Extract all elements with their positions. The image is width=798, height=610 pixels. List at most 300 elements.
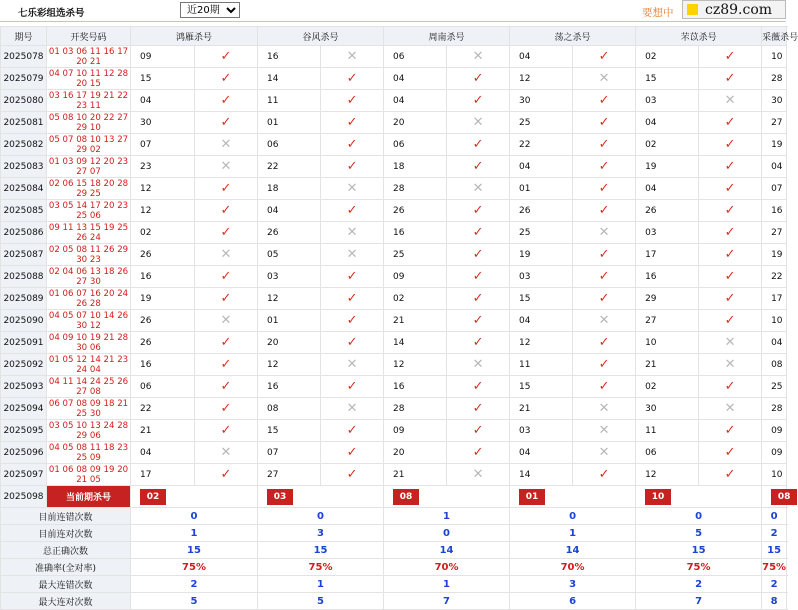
summary-value: 2 (131, 576, 258, 593)
kill-number-cell: 11 (510, 354, 573, 376)
check-mark-icon: ✓ (195, 376, 258, 398)
draw-numbers-cell: 01 05 12 14 21 23 24 04 (47, 354, 131, 376)
check-mark-icon: ✓ (573, 288, 636, 310)
kill-number-cell: 16 (131, 354, 195, 376)
draw-numbers-cell: 04 11 14 24 25 26 27 08 (47, 376, 131, 398)
kill-number-cell: 26 (510, 200, 573, 222)
kill-number-cell: 08 (258, 398, 321, 420)
kill-number-cell: 14 (258, 68, 321, 90)
check-mark-icon: ✓ (447, 134, 510, 156)
cross-mark-icon: ✕ (195, 442, 258, 464)
kill-number-cell: 21 (131, 420, 195, 442)
kill-number-cell: 04 (131, 90, 195, 112)
check-mark-icon: ✓ (195, 68, 258, 90)
period-cell: 2025080 (1, 90, 47, 112)
kill-number-cell: 10 (762, 310, 787, 332)
kill-number-cell: 25 (762, 376, 787, 398)
summary-row (1, 542, 787, 559)
kill-number-cell: 04 (258, 200, 321, 222)
kill-number-cell: 11 (258, 90, 321, 112)
summary-label: 最大连错次数 (1, 576, 131, 593)
kill-number-cell: 04 (636, 112, 699, 134)
cross-mark-icon: ✕ (195, 134, 258, 156)
summary-value: 5 (636, 525, 762, 542)
draw-numbers-cell: 09 11 13 15 19 25 26 24 (47, 222, 131, 244)
cross-mark-icon: ✕ (573, 442, 636, 464)
cross-mark-icon: ✕ (321, 398, 384, 420)
period-cell: 2025089 (1, 288, 47, 310)
kill-number-cell: 19 (762, 134, 787, 156)
kill-number-cell: 25 (510, 112, 573, 134)
table-row (1, 200, 787, 222)
kill-number-cell: 30 (636, 398, 699, 420)
summary-value: 15 (636, 542, 762, 559)
summary-value: 7 (384, 593, 510, 610)
kill-number-cell: 09 (384, 420, 447, 442)
cross-mark-icon: ✕ (699, 354, 762, 376)
table-row (1, 68, 787, 90)
summary-value: 14 (384, 542, 510, 559)
promo-text[interactable]: 要想中 (642, 7, 674, 19)
current-kill-number-badge: 01 (519, 489, 545, 505)
summary-value: 0 (258, 508, 384, 525)
cross-mark-icon: ✕ (573, 310, 636, 332)
kill-number-cell: 04 (636, 178, 699, 200)
table-row (1, 376, 787, 398)
table-row (1, 332, 787, 354)
period-cell: 2025097 (1, 464, 47, 486)
cross-mark-icon: ✕ (447, 464, 510, 486)
kill-number-cell: 12 (510, 68, 573, 90)
kill-number-cell: 22 (131, 398, 195, 420)
kill-number-cell: 01 (510, 178, 573, 200)
kill-number-cell: 25 (384, 244, 447, 266)
check-mark-icon: ✓ (699, 156, 762, 178)
check-mark-icon: ✓ (699, 68, 762, 90)
check-mark-icon: ✓ (321, 134, 384, 156)
kill-number-cell: 15 (510, 288, 573, 310)
kill-number-cell: 09 (131, 46, 195, 68)
cross-mark-icon: ✕ (573, 398, 636, 420)
summary-value: 1 (131, 525, 258, 542)
kill-number-cell: 02 (131, 222, 195, 244)
current-kill-number-cell (636, 486, 762, 508)
check-mark-icon: ✓ (447, 68, 510, 90)
kill-number-cell: 04 (510, 442, 573, 464)
period-cell: 2025094 (1, 398, 47, 420)
check-mark-icon: ✓ (699, 464, 762, 486)
check-mark-icon: ✓ (321, 112, 384, 134)
period-range-select[interactable] (180, 2, 240, 18)
summary-value: 75% (131, 559, 258, 576)
kill-number-cell: 21 (384, 464, 447, 486)
page-title: 七乐彩组选杀号 (18, 8, 85, 19)
kill-number-cell: 28 (762, 398, 787, 420)
top-bar (0, 0, 786, 22)
cross-mark-icon: ✕ (321, 354, 384, 376)
header-row (1, 27, 787, 46)
check-mark-icon: ✓ (321, 288, 384, 310)
kill-number-cell: 26 (131, 332, 195, 354)
kill-number-cell: 27 (762, 222, 787, 244)
summary-value: 7 (636, 593, 762, 610)
check-mark-icon: ✓ (321, 420, 384, 442)
summary-value: 75% (636, 559, 762, 576)
current-kill-number-badge: 10 (645, 489, 671, 505)
summary-value: 1 (384, 576, 510, 593)
cross-mark-icon: ✕ (573, 420, 636, 442)
check-mark-icon: ✓ (195, 222, 258, 244)
check-mark-icon: ✓ (321, 310, 384, 332)
kill-number-cell: 02 (384, 288, 447, 310)
check-mark-icon: ✓ (573, 354, 636, 376)
kill-number-cell: 23 (131, 156, 195, 178)
kill-number-cell: 03 (258, 266, 321, 288)
summary-value: 70% (510, 559, 636, 576)
kill-number-cell: 04 (510, 310, 573, 332)
summary-value: 2 (762, 576, 787, 593)
current-kill-number-cell (510, 486, 636, 508)
cross-mark-icon: ✕ (195, 244, 258, 266)
summary-value: 1 (510, 525, 636, 542)
check-mark-icon: ✓ (447, 90, 510, 112)
check-mark-icon: ✓ (195, 46, 258, 68)
summary-value: 75% (762, 559, 787, 576)
table-row (1, 46, 787, 68)
current-kill-label: 当前期杀号 (47, 486, 131, 508)
summary-value: 75% (258, 559, 384, 576)
kill-number-cell: 29 (636, 288, 699, 310)
cross-mark-icon: ✕ (321, 222, 384, 244)
draw-numbers-cell: 04 07 10 11 12 28 20 15 (47, 68, 131, 90)
summary-value: 3 (510, 576, 636, 593)
check-mark-icon: ✓ (195, 332, 258, 354)
check-mark-icon: ✓ (195, 288, 258, 310)
draw-numbers-cell: 02 04 06 13 18 26 27 30 (47, 266, 131, 288)
check-mark-icon: ✓ (321, 376, 384, 398)
period-cell: 2025085 (1, 200, 47, 222)
table-row (1, 244, 787, 266)
cross-mark-icon: ✕ (195, 310, 258, 332)
check-mark-icon: ✓ (573, 178, 636, 200)
current-kill-number-badge: 08 (771, 489, 797, 505)
kill-number-cell: 12 (510, 332, 573, 354)
kill-number-cell: 01 (258, 310, 321, 332)
site-logo-banner[interactable] (682, 0, 786, 19)
draw-numbers-cell: 03 05 14 17 20 23 25 06 (47, 200, 131, 222)
kill-number-cell: 18 (258, 178, 321, 200)
kill-number-cell: 04 (510, 156, 573, 178)
summary-row (1, 576, 787, 593)
kill-number-table (0, 26, 798, 610)
check-mark-icon: ✓ (321, 266, 384, 288)
kill-number-cell: 09 (384, 266, 447, 288)
check-mark-icon: ✓ (447, 310, 510, 332)
kill-number-cell: 16 (258, 376, 321, 398)
current-kill-number-cell (762, 486, 791, 508)
summary-value: 1 (258, 576, 384, 593)
kill-number-cell: 10 (636, 332, 699, 354)
summary-value: 15 (762, 542, 787, 559)
kill-number-cell: 08 (762, 354, 787, 376)
table-row (1, 464, 787, 486)
period-cell: 2025096 (1, 442, 47, 464)
kill-number-cell: 15 (131, 68, 195, 90)
kill-number-cell: 01 (258, 112, 321, 134)
draw-numbers-cell: 06 07 08 09 18 21 25 30 (47, 398, 131, 420)
cross-mark-icon: ✕ (195, 156, 258, 178)
kill-number-cell: 09 (762, 420, 787, 442)
check-mark-icon: ✓ (699, 222, 762, 244)
check-mark-icon: ✓ (447, 200, 510, 222)
kill-number-cell: 06 (258, 134, 321, 156)
column-header: 荡之杀号 (510, 27, 636, 46)
summary-value: 15 (131, 542, 258, 559)
kill-number-cell: 16 (384, 222, 447, 244)
kill-number-cell: 12 (258, 354, 321, 376)
cross-mark-icon: ✕ (321, 46, 384, 68)
check-mark-icon: ✓ (699, 134, 762, 156)
table-row (1, 90, 787, 112)
period-cell: 2025086 (1, 222, 47, 244)
cross-mark-icon: ✕ (447, 178, 510, 200)
kill-number-cell: 09 (762, 442, 787, 464)
kill-number-cell: 16 (636, 266, 699, 288)
check-mark-icon: ✓ (321, 442, 384, 464)
table-row (1, 398, 787, 420)
check-mark-icon: ✓ (195, 200, 258, 222)
kill-number-cell: 12 (384, 354, 447, 376)
check-mark-icon: ✓ (321, 90, 384, 112)
check-mark-icon: ✓ (699, 46, 762, 68)
table-row (1, 222, 787, 244)
kill-number-cell: 12 (258, 288, 321, 310)
check-mark-icon: ✓ (321, 200, 384, 222)
summary-label: 最大连对次数 (1, 593, 131, 610)
kill-number-cell: 02 (636, 46, 699, 68)
column-header: 开奖号码 (47, 27, 131, 46)
cross-mark-icon: ✕ (699, 90, 762, 112)
check-mark-icon: ✓ (699, 442, 762, 464)
current-kill-number-cell (258, 486, 384, 508)
kill-number-cell: 10 (762, 464, 787, 486)
summary-label: 目前连错次数 (1, 508, 131, 525)
kill-number-cell: 15 (258, 420, 321, 442)
summary-value: 0 (636, 508, 762, 525)
logo-square-icon (687, 4, 698, 15)
period-cell: 2025078 (1, 46, 47, 68)
cross-mark-icon: ✕ (699, 332, 762, 354)
check-mark-icon: ✓ (447, 288, 510, 310)
draw-numbers-cell: 03 05 10 13 24 28 29 06 (47, 420, 131, 442)
kill-number-cell: 15 (510, 376, 573, 398)
kill-number-cell: 04 (384, 68, 447, 90)
period-cell: 2025083 (1, 156, 47, 178)
period-cell: 2025081 (1, 112, 47, 134)
kill-number-cell: 06 (636, 442, 699, 464)
check-mark-icon: ✓ (447, 222, 510, 244)
summary-value: 0 (510, 508, 636, 525)
summary-label: 目前连对次数 (1, 525, 131, 542)
cross-mark-icon: ✕ (321, 244, 384, 266)
kill-number-cell: 03 (636, 222, 699, 244)
kill-number-cell: 03 (510, 420, 573, 442)
draw-numbers-cell: 01 06 08 09 19 20 21 05 (47, 464, 131, 486)
draw-numbers-cell: 04 05 07 10 14 26 30 12 (47, 310, 131, 332)
table-row (1, 442, 787, 464)
summary-value: 0 (384, 525, 510, 542)
kill-number-cell: 16 (258, 46, 321, 68)
check-mark-icon: ✓ (447, 332, 510, 354)
kill-number-cell: 02 (636, 376, 699, 398)
check-mark-icon: ✓ (195, 178, 258, 200)
kill-number-cell: 07 (762, 178, 787, 200)
kill-number-cell: 12 (131, 178, 195, 200)
draw-numbers-cell: 04 09 10 19 21 28 30 06 (47, 332, 131, 354)
kill-number-cell: 14 (384, 332, 447, 354)
summary-label: 总正确次数 (1, 542, 131, 559)
check-mark-icon: ✓ (699, 200, 762, 222)
check-mark-icon: ✓ (699, 420, 762, 442)
check-mark-icon: ✓ (699, 288, 762, 310)
current-period-cell: 2025098 (1, 486, 47, 508)
table-row (1, 420, 787, 442)
period-cell: 2025091 (1, 332, 47, 354)
column-header: 采薇杀号 (762, 27, 787, 46)
kill-number-cell: 04 (762, 156, 787, 178)
draw-numbers-cell: 02 06 15 18 20 28 29 25 (47, 178, 131, 200)
check-mark-icon: ✓ (573, 464, 636, 486)
kill-number-cell: 14 (510, 464, 573, 486)
summary-value: 0 (131, 508, 258, 525)
cross-mark-icon: ✕ (447, 46, 510, 68)
kill-number-cell: 30 (131, 112, 195, 134)
table-row (1, 156, 787, 178)
kill-number-cell: 11 (636, 420, 699, 442)
period-cell: 2025084 (1, 178, 47, 200)
kill-number-cell: 12 (636, 464, 699, 486)
check-mark-icon: ✓ (573, 266, 636, 288)
summary-value: 5 (131, 593, 258, 610)
period-cell: 2025082 (1, 134, 47, 156)
kill-number-cell: 20 (384, 442, 447, 464)
draw-numbers-cell: 01 03 06 11 16 17 20 21 (47, 46, 131, 68)
period-cell: 2025090 (1, 310, 47, 332)
check-mark-icon: ✓ (699, 310, 762, 332)
summary-value: 2 (636, 576, 762, 593)
draw-numbers-cell: 03 16 17 19 21 22 23 11 (47, 90, 131, 112)
check-mark-icon: ✓ (573, 112, 636, 134)
column-header: 周南杀号 (384, 27, 510, 46)
summary-value: 0 (762, 508, 787, 525)
check-mark-icon: ✓ (573, 200, 636, 222)
check-mark-icon: ✓ (447, 156, 510, 178)
kill-number-cell: 06 (384, 134, 447, 156)
kill-number-cell: 30 (510, 90, 573, 112)
kill-number-cell: 28 (384, 178, 447, 200)
kill-number-cell: 26 (131, 310, 195, 332)
kill-number-cell: 05 (258, 244, 321, 266)
column-header: 谷风杀号 (258, 27, 384, 46)
check-mark-icon: ✓ (447, 244, 510, 266)
draw-numbers-cell: 04 05 08 11 18 23 25 09 (47, 442, 131, 464)
summary-value: 14 (510, 542, 636, 559)
check-mark-icon: ✓ (699, 178, 762, 200)
kill-number-cell: 20 (258, 332, 321, 354)
summary-value: 8 (762, 593, 787, 610)
kill-number-cell: 16 (384, 376, 447, 398)
column-header: 鸿雁杀号 (131, 27, 258, 46)
kill-number-cell: 12 (131, 200, 195, 222)
kill-number-cell: 16 (131, 266, 195, 288)
kill-number-cell: 04 (510, 46, 573, 68)
table-row (1, 354, 787, 376)
check-mark-icon: ✓ (195, 420, 258, 442)
kill-number-cell: 17 (636, 244, 699, 266)
kill-number-cell: 22 (258, 156, 321, 178)
check-mark-icon: ✓ (447, 266, 510, 288)
check-mark-icon: ✓ (195, 112, 258, 134)
kill-number-cell: 27 (258, 464, 321, 486)
current-kill-number-badge: 03 (267, 489, 293, 505)
draw-numbers-cell: 02 05 08 11 26 29 30 23 (47, 244, 131, 266)
check-mark-icon: ✓ (195, 90, 258, 112)
check-mark-icon: ✓ (573, 376, 636, 398)
kill-number-cell: 19 (636, 156, 699, 178)
kill-number-cell: 22 (510, 134, 573, 156)
summary-value: 15 (258, 542, 384, 559)
table-row (1, 112, 787, 134)
current-period-row (1, 486, 787, 508)
kill-number-cell: 21 (510, 398, 573, 420)
check-mark-icon: ✓ (699, 244, 762, 266)
cross-mark-icon: ✕ (447, 354, 510, 376)
kill-number-cell: 07 (258, 442, 321, 464)
check-mark-icon: ✓ (699, 112, 762, 134)
summary-value: 5 (258, 593, 384, 610)
period-cell: 2025095 (1, 420, 47, 442)
kill-number-cell: 17 (131, 464, 195, 486)
kill-number-cell: 04 (131, 442, 195, 464)
kill-number-cell: 27 (636, 310, 699, 332)
cross-mark-icon: ✕ (573, 222, 636, 244)
kill-number-cell: 21 (636, 354, 699, 376)
period-cell: 2025079 (1, 68, 47, 90)
kill-number-cell: 19 (131, 288, 195, 310)
kill-number-cell: 26 (384, 200, 447, 222)
check-mark-icon: ✓ (195, 464, 258, 486)
draw-numbers-cell: 01 03 09 12 20 23 27 07 (47, 156, 131, 178)
current-kill-number-badge: 08 (393, 489, 419, 505)
current-kill-number-cell (131, 486, 258, 508)
kill-number-cell: 27 (762, 112, 787, 134)
kill-number-cell: 06 (384, 46, 447, 68)
check-mark-icon: ✓ (573, 244, 636, 266)
check-mark-icon: ✓ (699, 376, 762, 398)
summary-value: 2 (762, 525, 787, 542)
draw-numbers-cell: 05 07 08 10 13 27 29 02 (47, 134, 131, 156)
check-mark-icon: ✓ (321, 332, 384, 354)
check-mark-icon: ✓ (699, 266, 762, 288)
draw-numbers-cell: 01 06 07 16 20 24 26 28 (47, 288, 131, 310)
kill-number-cell: 26 (636, 200, 699, 222)
kill-number-cell: 15 (636, 68, 699, 90)
summary-value: 1 (384, 508, 510, 525)
kill-number-cell: 21 (384, 310, 447, 332)
table-row (1, 178, 787, 200)
check-mark-icon: ✓ (447, 442, 510, 464)
kill-number-cell: 16 (762, 200, 787, 222)
